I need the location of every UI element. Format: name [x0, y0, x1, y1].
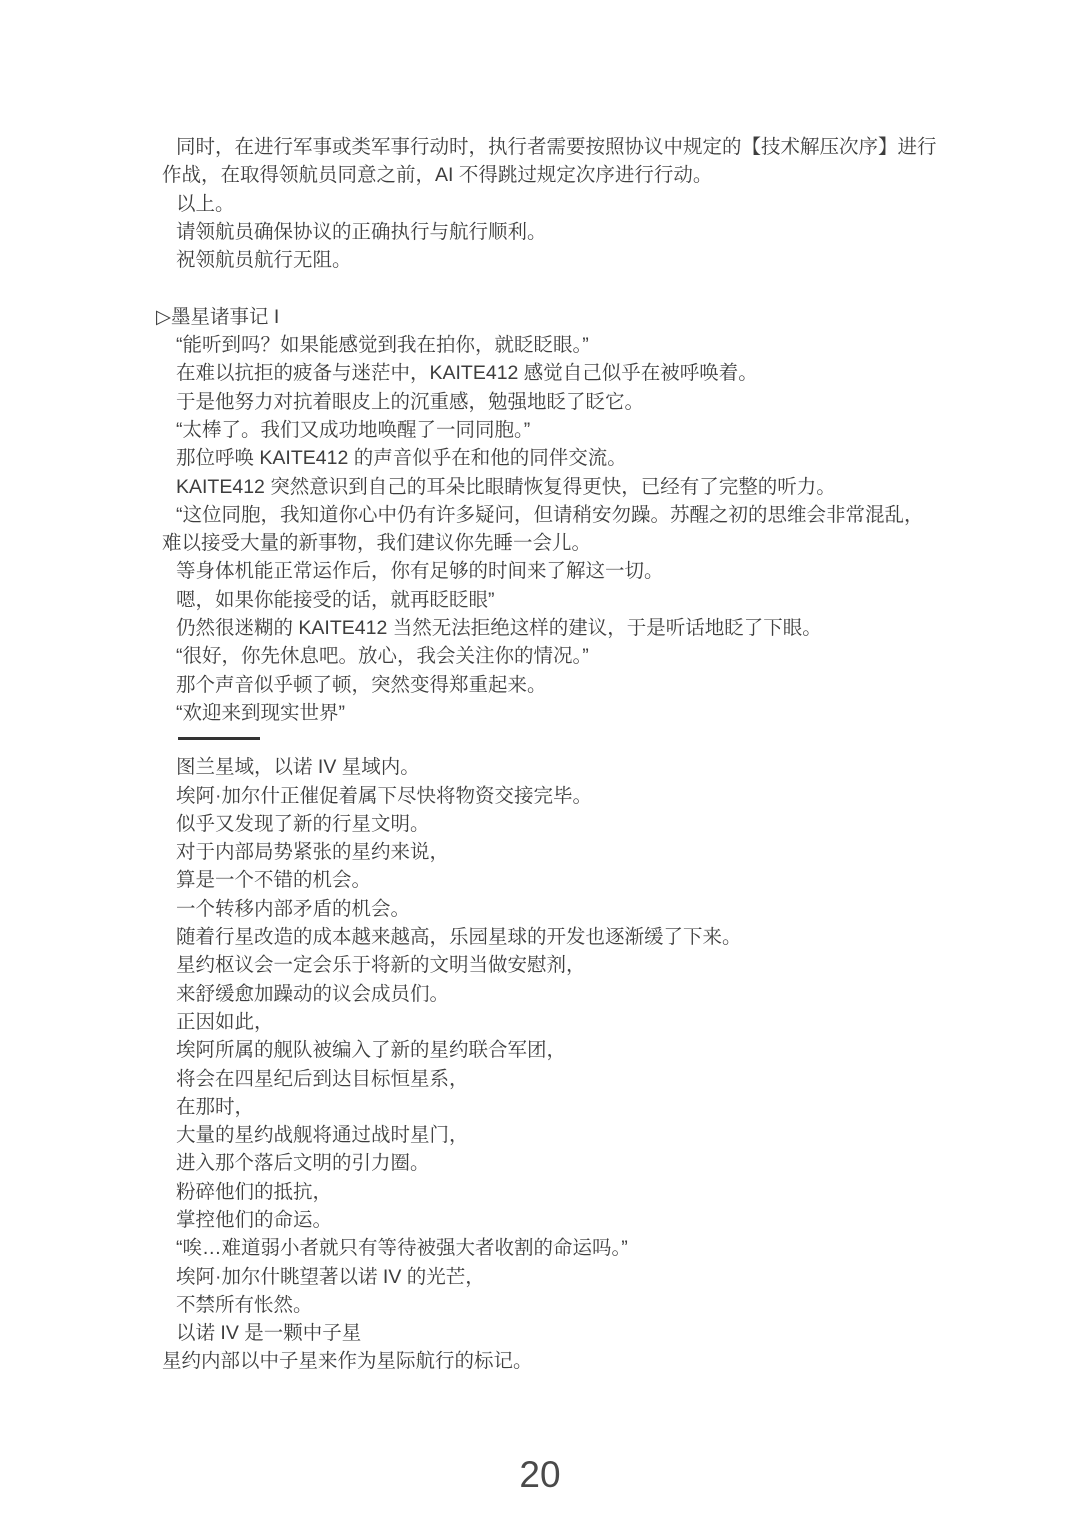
text-line: 对于内部局势紧张的星约来说， — [176, 841, 450, 864]
text-line: 埃阿·加尔什正催促着属下尽快将物资交接完毕。 — [176, 784, 592, 807]
text-line: 将会在四星纪后到达目标恒星系， — [176, 1067, 469, 1090]
text-line: 以上。 — [176, 192, 235, 215]
text-line: 等身体机能正常运作后，你有足够的时间来了解这一切。 — [176, 560, 664, 583]
text-line: 粉碎他们的抵抗， — [176, 1180, 333, 1203]
text-line: 不禁所有怅然。 — [176, 1293, 313, 1316]
page-number: 20 — [519, 1454, 561, 1495]
text-line: 大量的星约战舰将通过战时星门， — [176, 1124, 469, 1147]
text-line: 来舒缓愈加躁动的议会成员们。 — [176, 982, 450, 1005]
text-line: 图兰星域，以诺 IV 星域内。 — [176, 756, 420, 779]
text-line: “很好，你先休息吧。放心，我会关注你的情况。” — [176, 645, 589, 668]
text-line: “唉…难道弱小者就只有等待被强大者收割的命运吗。” — [176, 1237, 628, 1260]
text-line: 正因如此， — [176, 1010, 274, 1033]
text-line: “这位同胞，我知道你心中仍有许多疑问，但请稍安勿躁。苏醒之初的思维会非常混乱， — [176, 503, 924, 526]
text-line: 那位呼唤 KAITE412 的声音似乎在和他的同伴交流。 — [176, 447, 627, 470]
text-line: 作战，在取得领航员同意之前，AI 不得跳过规定次序进行行动。 — [162, 164, 713, 187]
text-line: 仍然很迷糊的 KAITE412 当然无法拒绝这样的建议，于是听话地眨了下眼。 — [176, 617, 822, 640]
text-line: 嗯，如果你能接受的话，就再眨眨眼” — [176, 588, 495, 611]
text-line: 在难以抗拒的疲备与迷茫中，KAITE412 感觉自己似乎在被呼唤着。 — [176, 362, 758, 385]
text-line: “太棒了。我们又成功地唤醒了一同同胞。” — [176, 418, 531, 441]
text-line: 在那时， — [176, 1095, 255, 1118]
text-line: 祝领航员航行无阻。 — [176, 249, 352, 272]
text-line: 那个声音似乎顿了顿，突然变得郑重起来。 — [176, 673, 547, 696]
text-line: 掌控他们的命运。 — [176, 1208, 333, 1231]
text-line: 难以接受大量的新事物，我们建议你先睡一会儿。 — [162, 532, 592, 555]
text-line: KAITE412 突然意识到自己的耳朵比眼睛恢复得更快，已经有了完整的听力。 — [176, 475, 836, 498]
text-line: 请领航员确保协议的正确执行与航行顺利。 — [176, 220, 547, 243]
spacer — [162, 274, 962, 302]
text-line: “能听到吗？如果能感觉到我在拍你，就眨眨眼。” — [176, 334, 589, 357]
scene-divider — [178, 737, 260, 740]
fleet-section — [162, 753, 962, 1376]
text-line: 星约内部以中子星来作为星际航行的标记。 — [162, 1350, 533, 1373]
text-line: 一个转移内部矛盾的机会。 — [176, 897, 411, 920]
section-heading: ▷墨星诸事记 I — [156, 305, 280, 328]
text-line: 进入那个落后文明的引力圈。 — [176, 1152, 430, 1175]
text-line: 算是一个不错的机会。 — [176, 869, 372, 892]
chronicle-section — [156, 303, 962, 727]
text-line: 埃阿所属的舰队被编入了新的星约联合军团， — [176, 1039, 567, 1062]
text-line: 似乎又发现了新的行星文明。 — [176, 812, 430, 835]
text-line: “欢迎来到现实世界” — [176, 701, 345, 724]
text-line: 于是他努力对抗着眼皮上的沉重感，勉强地眨了眨它。 — [176, 390, 645, 413]
text-line: 以诺 IV 是一颗中子星 — [176, 1322, 362, 1345]
protocol-section — [162, 133, 962, 274]
page-body-text — [156, 133, 962, 1376]
text-line: 同时，在进行军事或类军事行动时，执行者需要按照协议中规定的【技术解压次序】进行 — [176, 136, 937, 158]
text-line: 随着行星改造的成本越来越高，乐园星球的开发也逐渐缓了下来。 — [176, 926, 742, 949]
text-line: 星约枢议会一定会乐于将新的文明当做安慰剂， — [176, 954, 586, 977]
text-line: 埃阿·加尔什眺望著以诺 IV 的光芒， — [176, 1265, 485, 1288]
